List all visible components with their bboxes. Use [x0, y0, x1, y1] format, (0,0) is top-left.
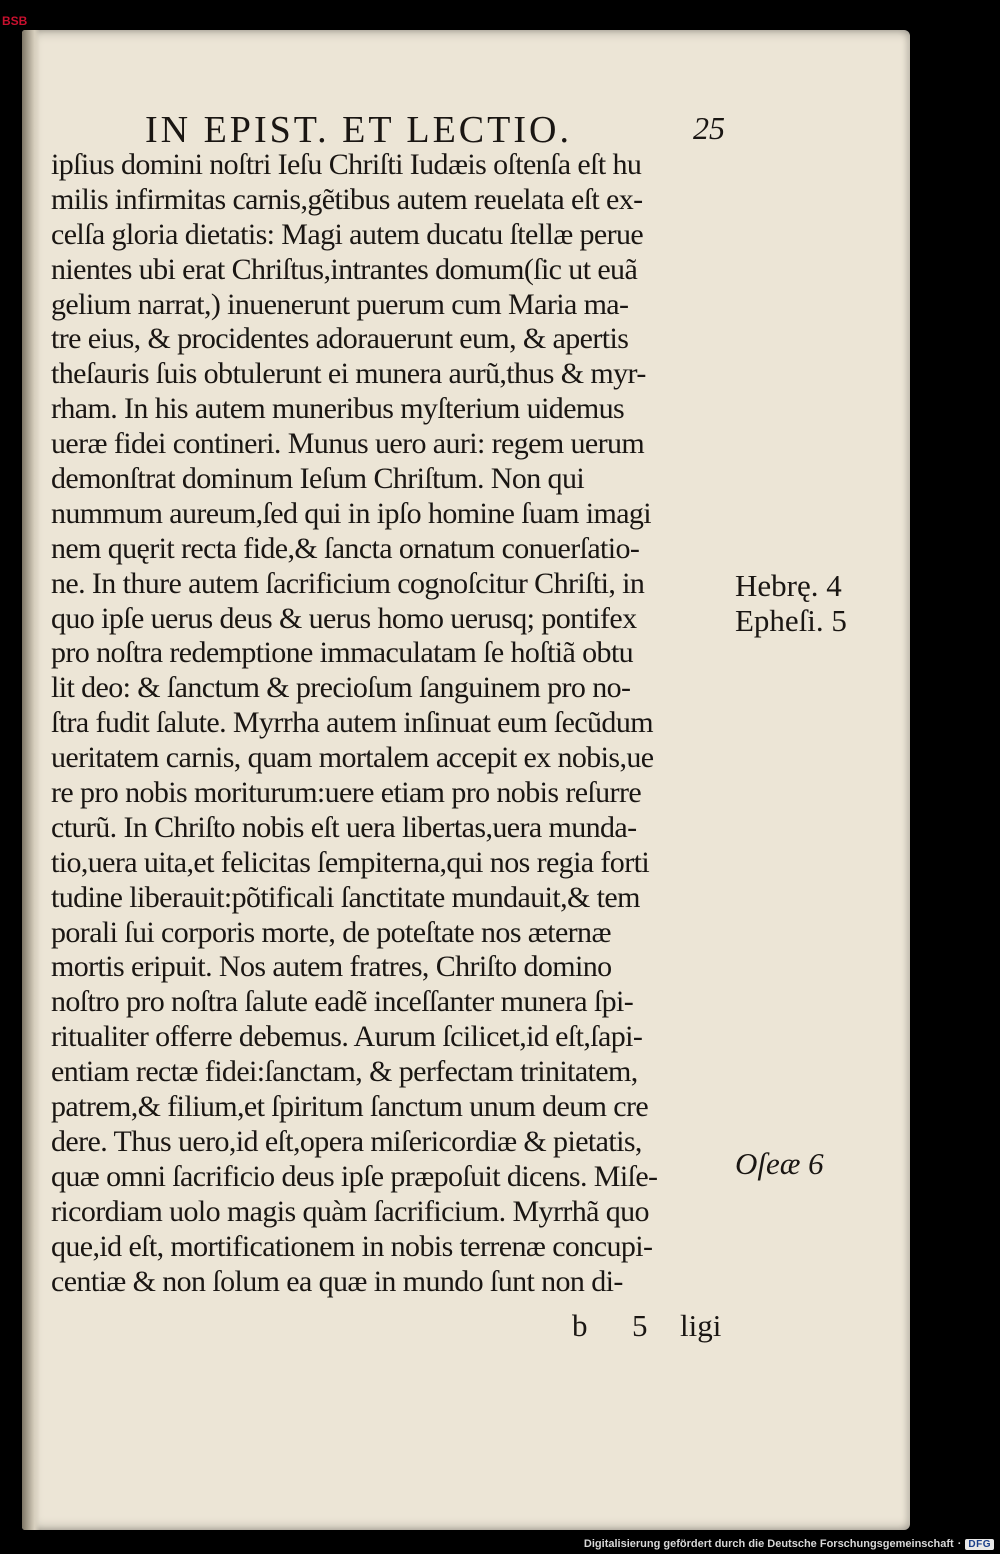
page-header: [145, 108, 725, 151]
text-line: entiam rectæ fidei:ſanctam, & perfectam trinitatem,: [51, 1055, 638, 1089]
text-line: nem quęrit recta fide,& ſancta ornatum conuerſatio-: [51, 531, 640, 565]
text-line: centiæ & non ſolum ea quæ in mundo ſunt non di-: [51, 1264, 623, 1298]
text-line: celſa gloria dietatis: Magi autem ducatu ſtellæ perue: [51, 217, 644, 251]
text-line: ne. In thure autem ſacrificium cognoſcitur Chriſti, in: [51, 566, 645, 600]
text-line: rham. In his autem muneribus myſterium uidemus: [51, 392, 625, 426]
margin-note-hosea: Oſeæ 6: [735, 1146, 824, 1181]
margin-note-ephesians: Epheſi. 5: [735, 603, 847, 638]
text-line: tio,uera uita,et felicitas ſempiterna,qui nos regia forti: [51, 845, 650, 879]
text-line: quæ omni ſacrificio deus ipſe præpoſuit dicens. Miſe-: [51, 1159, 658, 1193]
signature-number: 5: [632, 1308, 648, 1343]
text-line: nientes ubi erat Chriſtus,intrantes domum(ſic ut euã: [51, 252, 638, 286]
text-line: ricordiam uolo magis quàm ſacrificium. Myrrhã quo: [51, 1194, 649, 1228]
text-line: dere. Thus uero,id eſt,opera miſericordiæ & pietatis,: [51, 1124, 642, 1158]
text-line: ipſius domini noſtri Ieſu Chriſti Iudæis oſtenſa eſt hu: [51, 148, 642, 181]
page-number: 25: [693, 110, 725, 146]
body-text: [51, 148, 731, 1299]
text-line: demonſtrat dominum Ieſum Chriſtum. Non qui: [51, 462, 585, 496]
text-line: tre eius, & procidentes adorauerunt eum, & apertis: [51, 322, 629, 356]
text-line: pro noſtra redemptione immaculatam ſe hoſtiã obtu: [51, 636, 634, 670]
text-line: que,id eſt, mortificationem in nobis terrenæ concupi-: [51, 1229, 653, 1263]
text-line: re pro nobis moriturum:uere etiam pro nobis reſurre: [51, 776, 642, 810]
text-line: nummum aureum,ſed qui in ipſo homine ſuam imagi: [51, 496, 652, 530]
text-line: quo ipſe uerus deus & uerus homo uerusq; pontifex: [51, 601, 637, 635]
text-line: ſtra fudit ſalute. Myrrha autem inſinuat eum ſecũdum: [51, 706, 653, 740]
footer-separator: ·: [957, 1538, 962, 1550]
text-line: milis infirmitas carnis,gẽtibus autem reuelata eſt ex-: [51, 182, 643, 216]
dfg-logo: DFG: [965, 1539, 994, 1550]
running-head: IN EPIST. ET LECTIO.: [145, 109, 572, 151]
margin-note-hebrews: Hebrę. 4: [735, 568, 842, 603]
text-line: porali ſui corporis morte, de poteſtate nos æternæ: [51, 915, 611, 949]
text-line: mortis eripuit. Nos autem fratres, Chriſto domino: [51, 950, 612, 984]
footer-credit-text: Digitalisierung gefördert durch die Deutsche Forschungsgemeinschaft: [583, 1538, 954, 1550]
text-line: tudine liberauit:põtificali ſanctitate mundauit,& tem: [51, 880, 640, 914]
text-line: lit deo: & ſanctum & precioſum ſanguinem pro no-: [51, 671, 631, 705]
text-line: ritualiter offerre debemus. Aurum ſcilicet,id eſt,ſapi-: [51, 1020, 643, 1054]
text-line: gelium narrat,) inuenerunt puerum cum Maria ma-: [51, 287, 629, 321]
text-line: theſauris ſuis obtulerunt ei munera aurũ,thus & myr-: [51, 357, 646, 391]
text-line: cturũ. In Chriſto nobis eſt uera libertas,uera munda-: [51, 810, 637, 844]
bsb-logo: BSB: [2, 14, 28, 28]
text-line: noſtro pro noſtra ſalute eadẽ inceſſanter munera ſpi-: [51, 985, 634, 1019]
text-line: patrem,& filium,et ſpiritum ſanctum unum deum cre: [51, 1090, 649, 1124]
text-line: ueræ fidei contineri. Munus uero auri: regem uerum: [51, 427, 645, 461]
text-line: ueritatem carnis, quam mortalem accepit ex nobis,ue: [51, 741, 654, 775]
footer-credit: [584, 1538, 994, 1550]
signature-mark: b: [572, 1308, 588, 1343]
catchword: ligi: [680, 1308, 722, 1343]
